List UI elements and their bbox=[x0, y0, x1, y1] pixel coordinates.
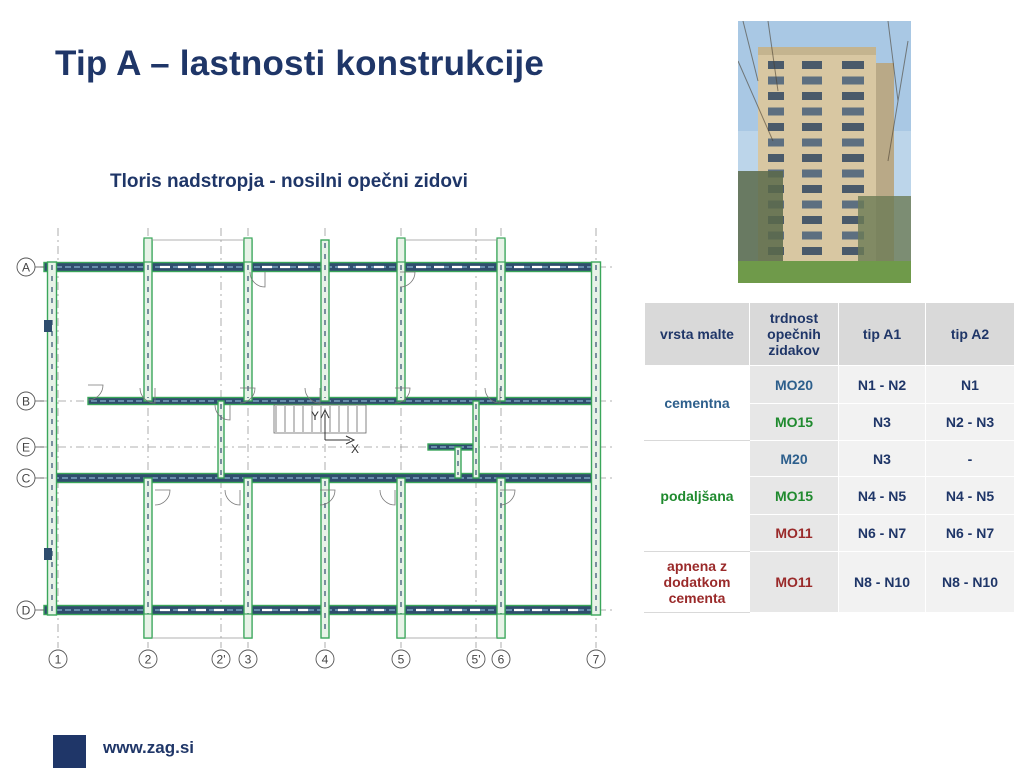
type-a1-cell: N6 - N7 bbox=[839, 515, 926, 552]
axis-x-label: X bbox=[351, 442, 360, 456]
table-row bbox=[645, 441, 1015, 477]
type-a2-cell: N2 - N3 bbox=[926, 404, 1015, 441]
type-a2-cell: N4 - N5 bbox=[926, 477, 1015, 515]
wall-stub bbox=[44, 548, 52, 560]
wall-pier bbox=[497, 238, 505, 262]
wall-pier bbox=[397, 238, 405, 262]
brick-strength-cell: MO20 bbox=[750, 366, 839, 404]
column-axis-label: 3 bbox=[244, 652, 252, 667]
tower-window bbox=[802, 154, 822, 162]
tower-window bbox=[768, 154, 784, 162]
residential-tower-photo bbox=[738, 21, 911, 283]
tower-window bbox=[802, 170, 822, 178]
row-axis-label: C bbox=[21, 471, 31, 486]
wall-pier bbox=[144, 238, 152, 262]
tower-window bbox=[842, 108, 864, 116]
row-axis-label: B bbox=[21, 394, 31, 409]
tower-window bbox=[842, 92, 864, 100]
column-axis-label: 1 bbox=[54, 652, 62, 667]
tower-window bbox=[802, 77, 822, 85]
column-axis-label: 2' bbox=[216, 652, 226, 667]
type-a2-cell: N6 - N7 bbox=[926, 515, 1015, 552]
table-row bbox=[645, 552, 1015, 613]
header-brick-strength-label: trdnost opečnih zidakov bbox=[767, 310, 821, 358]
tower-window bbox=[802, 216, 822, 224]
mortar-group-cell: apnena z dodatkom cementa bbox=[645, 552, 750, 613]
axis-y-label: Y bbox=[311, 409, 320, 423]
header-type-a1: tip A1 bbox=[839, 303, 926, 366]
properties-table bbox=[644, 302, 1015, 613]
door-swing bbox=[225, 490, 240, 505]
tower-window bbox=[802, 92, 822, 100]
tower-window bbox=[768, 92, 784, 100]
tower-window bbox=[842, 77, 864, 85]
brick-strength-cell: M20 bbox=[750, 441, 839, 477]
door-swing bbox=[155, 490, 170, 505]
mortar-group-cell: podaljšana bbox=[645, 441, 750, 552]
type-a1-cell: N8 - N10 bbox=[839, 552, 926, 613]
wall-stub bbox=[44, 320, 52, 332]
tower-window bbox=[802, 108, 822, 116]
brick-strength-cell: MO11 bbox=[750, 515, 839, 552]
table-header-row bbox=[645, 303, 1015, 366]
column-axis-label: 7 bbox=[592, 652, 600, 667]
wall-pier bbox=[497, 614, 505, 638]
row-axis-label: A bbox=[21, 260, 31, 275]
type-a2-cell: - bbox=[926, 441, 1015, 477]
type-a1-cell: N1 - N2 bbox=[839, 366, 926, 404]
tower-window bbox=[768, 139, 784, 147]
type-a1-cell: N3 bbox=[839, 404, 926, 441]
tower-window bbox=[768, 61, 784, 69]
header-type-a2: tip A2 bbox=[926, 303, 1015, 366]
column-axis-label: 4 bbox=[321, 652, 329, 667]
tower-window bbox=[802, 139, 822, 147]
tower-window bbox=[842, 61, 864, 69]
brick-strength-cell: MO11 bbox=[750, 552, 839, 613]
door-swing bbox=[380, 490, 395, 505]
column-axis-label: 2 bbox=[144, 652, 152, 667]
load-bearing-walls bbox=[44, 238, 601, 638]
footer-logo-square bbox=[53, 735, 86, 768]
staircase bbox=[274, 405, 366, 456]
tower-window bbox=[802, 123, 822, 131]
tower-window bbox=[802, 61, 822, 69]
wall-pier bbox=[244, 614, 252, 638]
wall-pier bbox=[144, 614, 152, 638]
slide-title: Tip A – lastnosti konstrukcije bbox=[55, 44, 544, 83]
wall-pier bbox=[244, 238, 252, 262]
tower-window bbox=[802, 185, 822, 193]
stair-outline bbox=[274, 405, 366, 433]
tower-window bbox=[802, 201, 822, 209]
column-axis-label: 5' bbox=[471, 652, 481, 667]
tower-window bbox=[842, 123, 864, 131]
floor-plan-drawing bbox=[0, 200, 620, 680]
type-a2-cell: N1 bbox=[926, 366, 1015, 404]
type-a2-cell: N8 - N10 bbox=[926, 552, 1015, 613]
table-row bbox=[645, 366, 1015, 404]
brick-strength-cell: MO15 bbox=[750, 477, 839, 515]
row-axis-label: D bbox=[21, 603, 31, 618]
type-a1-cell: N4 - N5 bbox=[839, 477, 926, 515]
footer-url: www.zag.si bbox=[103, 738, 195, 757]
plan-subtitle: Tloris nadstropja - nosilni opečni zidovi bbox=[110, 171, 468, 192]
tower-window bbox=[842, 170, 864, 178]
tower-window bbox=[842, 185, 864, 193]
row-axis-label: E bbox=[21, 440, 31, 455]
tower-window bbox=[768, 108, 784, 116]
header-mortar-type: vrsta malte bbox=[645, 303, 750, 366]
tower-window bbox=[802, 232, 822, 240]
tower-window bbox=[802, 247, 822, 255]
wall-pier bbox=[397, 614, 405, 638]
type-a1-cell: N3 bbox=[839, 441, 926, 477]
tower-window bbox=[842, 154, 864, 162]
tower-window bbox=[842, 139, 864, 147]
column-axis-label: 5 bbox=[397, 652, 405, 667]
mortar-group-cell: cementna bbox=[645, 366, 750, 441]
header-brick-strength bbox=[750, 303, 839, 366]
column-axis-label: 6 bbox=[497, 652, 505, 667]
tower-window bbox=[768, 123, 784, 131]
brick-strength-cell: MO15 bbox=[750, 404, 839, 441]
